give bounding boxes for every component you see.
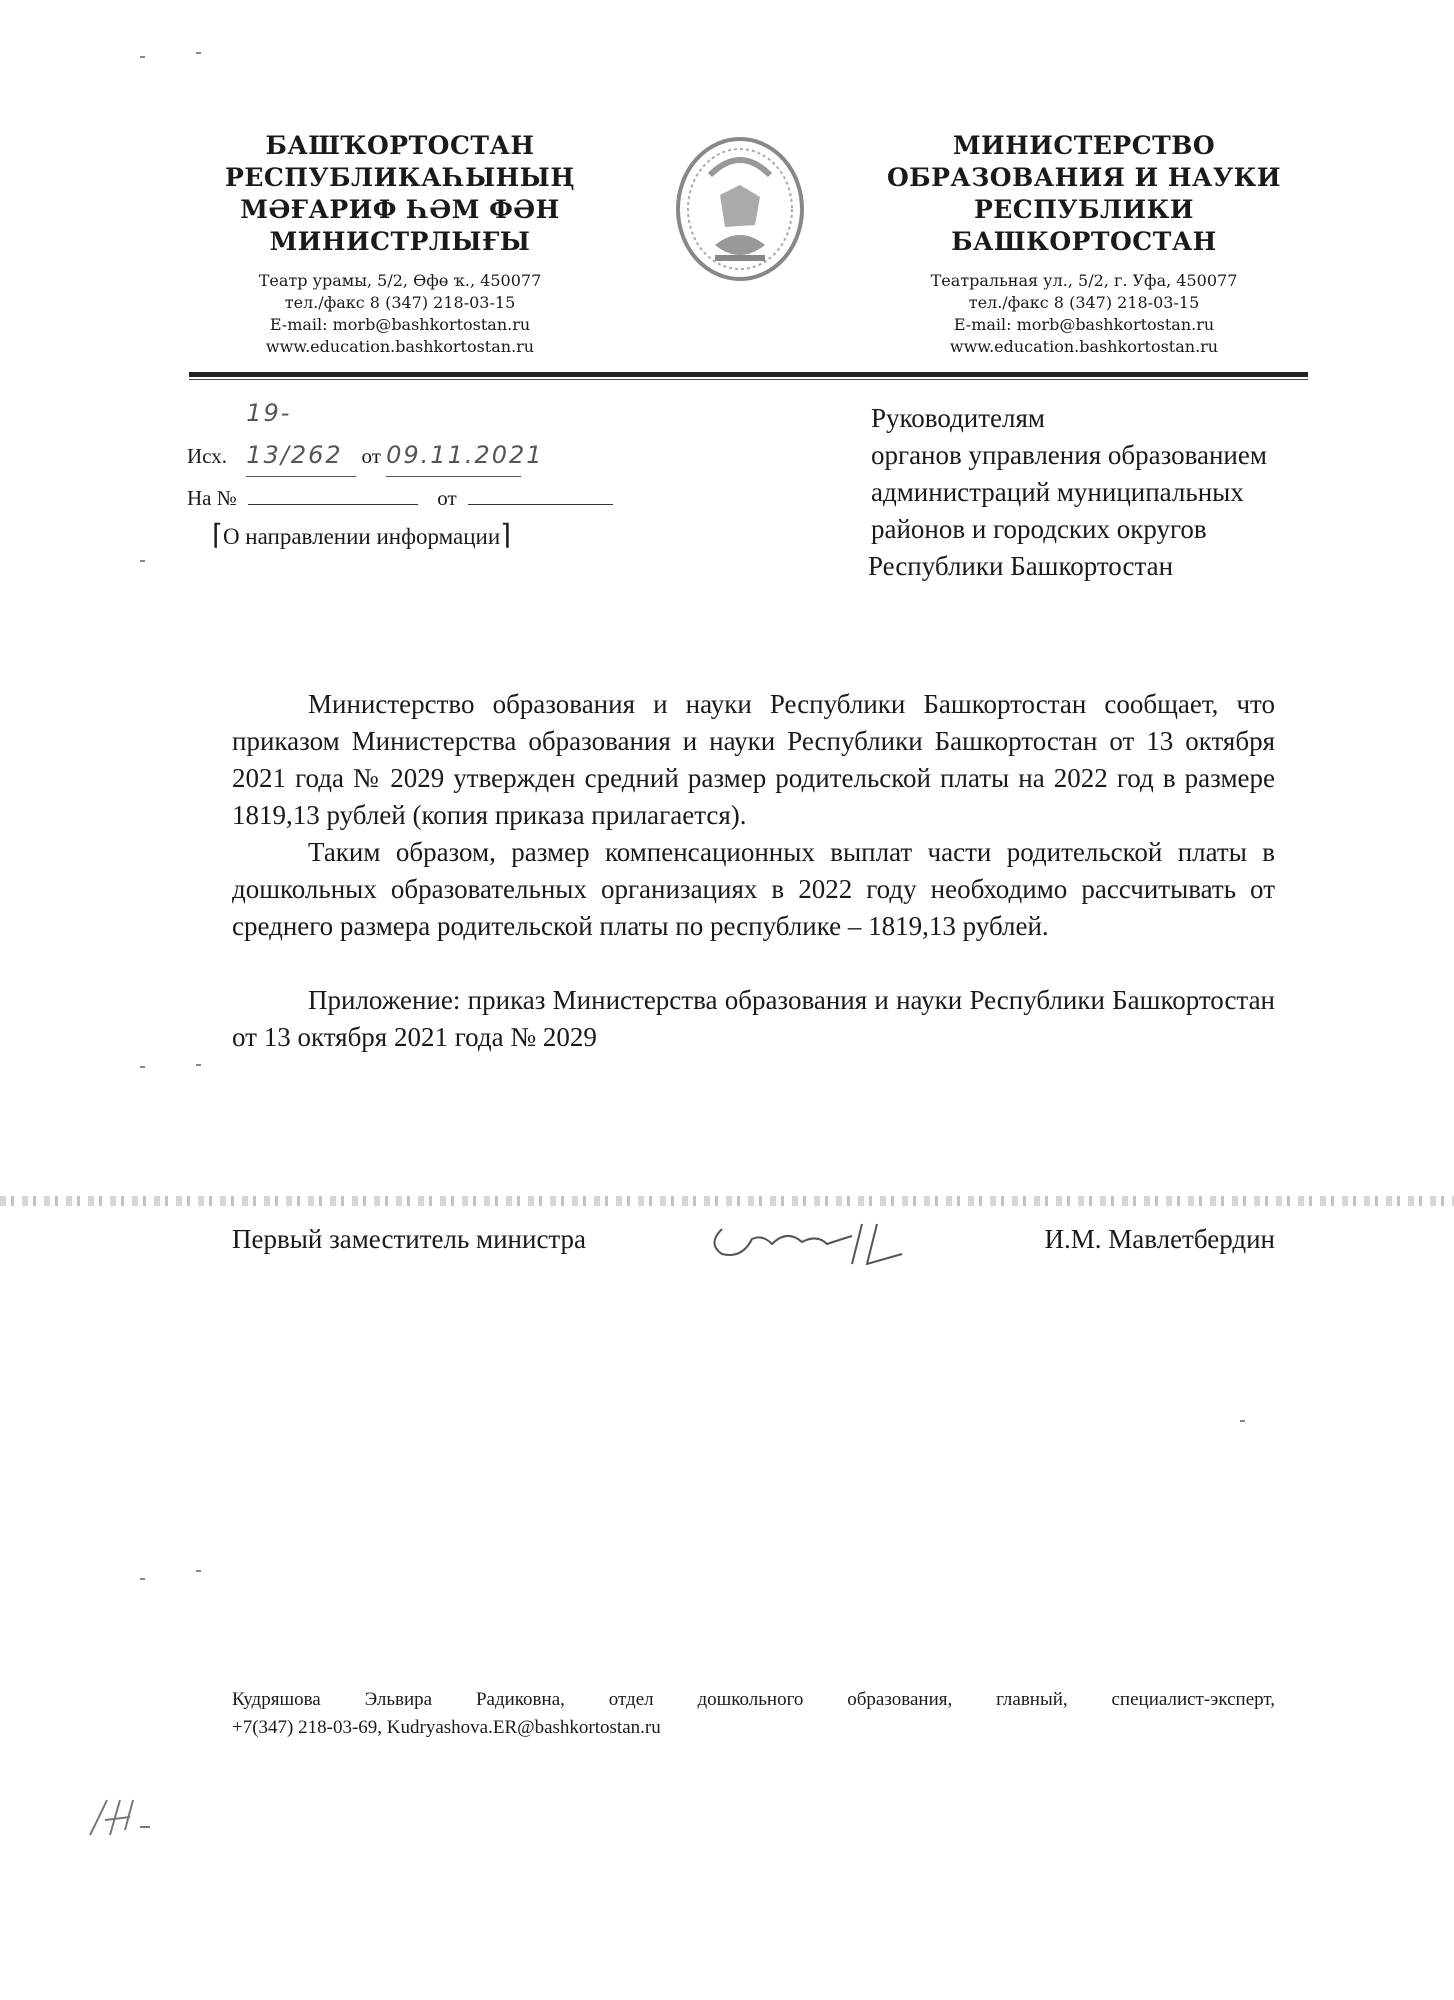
- bracket-close-icon: ⌉: [500, 520, 512, 551]
- header-title-line: БАШКОРТОСТАН: [951, 227, 1217, 256]
- address-line: Театр урамы, 5/2, Өфө ҡ., 450077: [258, 271, 542, 290]
- scan-speck: [196, 52, 201, 54]
- handwritten-signature-icon: [702, 1204, 932, 1274]
- out-date: 09.11.2021: [386, 434, 521, 477]
- signatory-position: Первый заместитель министра: [232, 1224, 587, 1254]
- coat-of-arms-emblem: [670, 135, 810, 283]
- scan-speck: [140, 56, 145, 58]
- header-title-line: МӘҒАРИФ ҺӘМ ФӘН: [240, 195, 560, 224]
- letter-body: [232, 686, 1275, 1056]
- header-left-bashkir: [190, 130, 610, 358]
- reply-number-line: [187, 477, 613, 519]
- email-line: E-mail: morb@bashkortostan.ru: [953, 315, 1215, 334]
- phone-line: тел./факс 8 (347) 218-03-15: [284, 293, 516, 312]
- reply-date-blank: [468, 484, 613, 505]
- email-line: E-mail: morb@bashkortostan.ru: [269, 315, 531, 334]
- header-title-line: РЕСПУБЛИКИ: [973, 195, 1195, 224]
- website-line: www.education.bashkortostan.ru: [265, 337, 535, 356]
- address-line: Театральная ул., 5/2, г. Уфа, 450077: [930, 271, 1238, 290]
- from-label: от: [361, 444, 381, 468]
- outgoing-reference: [187, 392, 613, 519]
- subject-text: О направлении информации: [222, 524, 501, 549]
- signatory-name: И.М. Мавлетбердин: [1044, 1224, 1275, 1254]
- header-address: [190, 270, 610, 358]
- addressee-line: Республики Башкортостан: [868, 551, 1174, 581]
- scan-speck: [140, 560, 145, 562]
- addressee-line: Руководителям: [871, 403, 1045, 433]
- out-number: 19-13/262: [246, 392, 356, 477]
- scan-speck: [196, 1570, 201, 1572]
- addressee-line: органов управления образованием: [871, 440, 1267, 470]
- header-address: [874, 270, 1294, 358]
- header-divider: [189, 372, 1308, 377]
- phone-line: тел./факс 8 (347) 218-03-15: [968, 293, 1200, 312]
- header-right-russian: [874, 130, 1294, 358]
- header-title-line: МИНИСТЕРСТВО: [952, 131, 1216, 160]
- website-line: www.education.bashkortostan.ru: [949, 337, 1219, 356]
- addressee-line: администраций муниципальных: [871, 477, 1244, 507]
- executor-info: [232, 1686, 1275, 1742]
- out-label: Исх.: [187, 444, 227, 468]
- body-paragraph: Министерство образования и науки Республики Башкортостан сообщает, что приказом Министерства образования и науки Республики Башкортостан от 13 октября 2021 года № 2029 утвержден средний размер родительской платы на 2022 год в размере 1819,13 рублей (копия приказа прилагается).: [232, 689, 1275, 830]
- header-title-line: БАШҠОРТОСТАН: [265, 131, 535, 160]
- bracket-open-icon: ⌈: [212, 520, 223, 551]
- emblem-icon: [670, 135, 810, 283]
- reply-from-label: от: [437, 486, 457, 510]
- reply-number-blank: [248, 484, 418, 505]
- executor-name-line: Кудряшова Эльвира Радиковна, отдел дошкольного образования, главный, специалист-эксперт,: [232, 1689, 1275, 1710]
- body-paragraph: Таким образом, размер компенсационных выплат части родительской платы в дошкольных образовательных организациях в 2022 году необходимо рассчитывать от среднего размера родительской платы по республике – 1819,13 рублей.: [232, 837, 1275, 941]
- letter-subject: [212, 518, 511, 552]
- signature-block: [232, 1224, 1275, 1255]
- scan-speck: [140, 1066, 145, 1068]
- addressee-line: районов и городских округов: [871, 514, 1207, 544]
- scan-speck: [1240, 1420, 1245, 1422]
- addressee-block: [868, 400, 1267, 585]
- handwritten-initials-icon: [85, 1795, 155, 1840]
- appendix-paragraph: Приложение: приказ Министерства образования и науки Республики Башкортостан от 13 октября 2021 года № 2029: [232, 985, 1275, 1052]
- outgoing-number-line: [187, 392, 613, 477]
- header-title-line: ОБРАЗОВАНИЯ И НАУКИ: [886, 163, 1282, 192]
- header-title-line: МИНИСТРЛЫҒЫ: [269, 227, 531, 256]
- executor-contact-line: +7(347) 218-03-69, Kudryashova.ER@bashkortostan.ru: [232, 1717, 661, 1738]
- reply-label: На №: [187, 486, 237, 510]
- scan-speck: [196, 1064, 201, 1066]
- header-title-line: РЕСПУБЛИКАҺЫНЫҢ: [225, 163, 575, 192]
- scan-speck: [140, 1578, 145, 1580]
- header-divider-thin: [189, 379, 1308, 380]
